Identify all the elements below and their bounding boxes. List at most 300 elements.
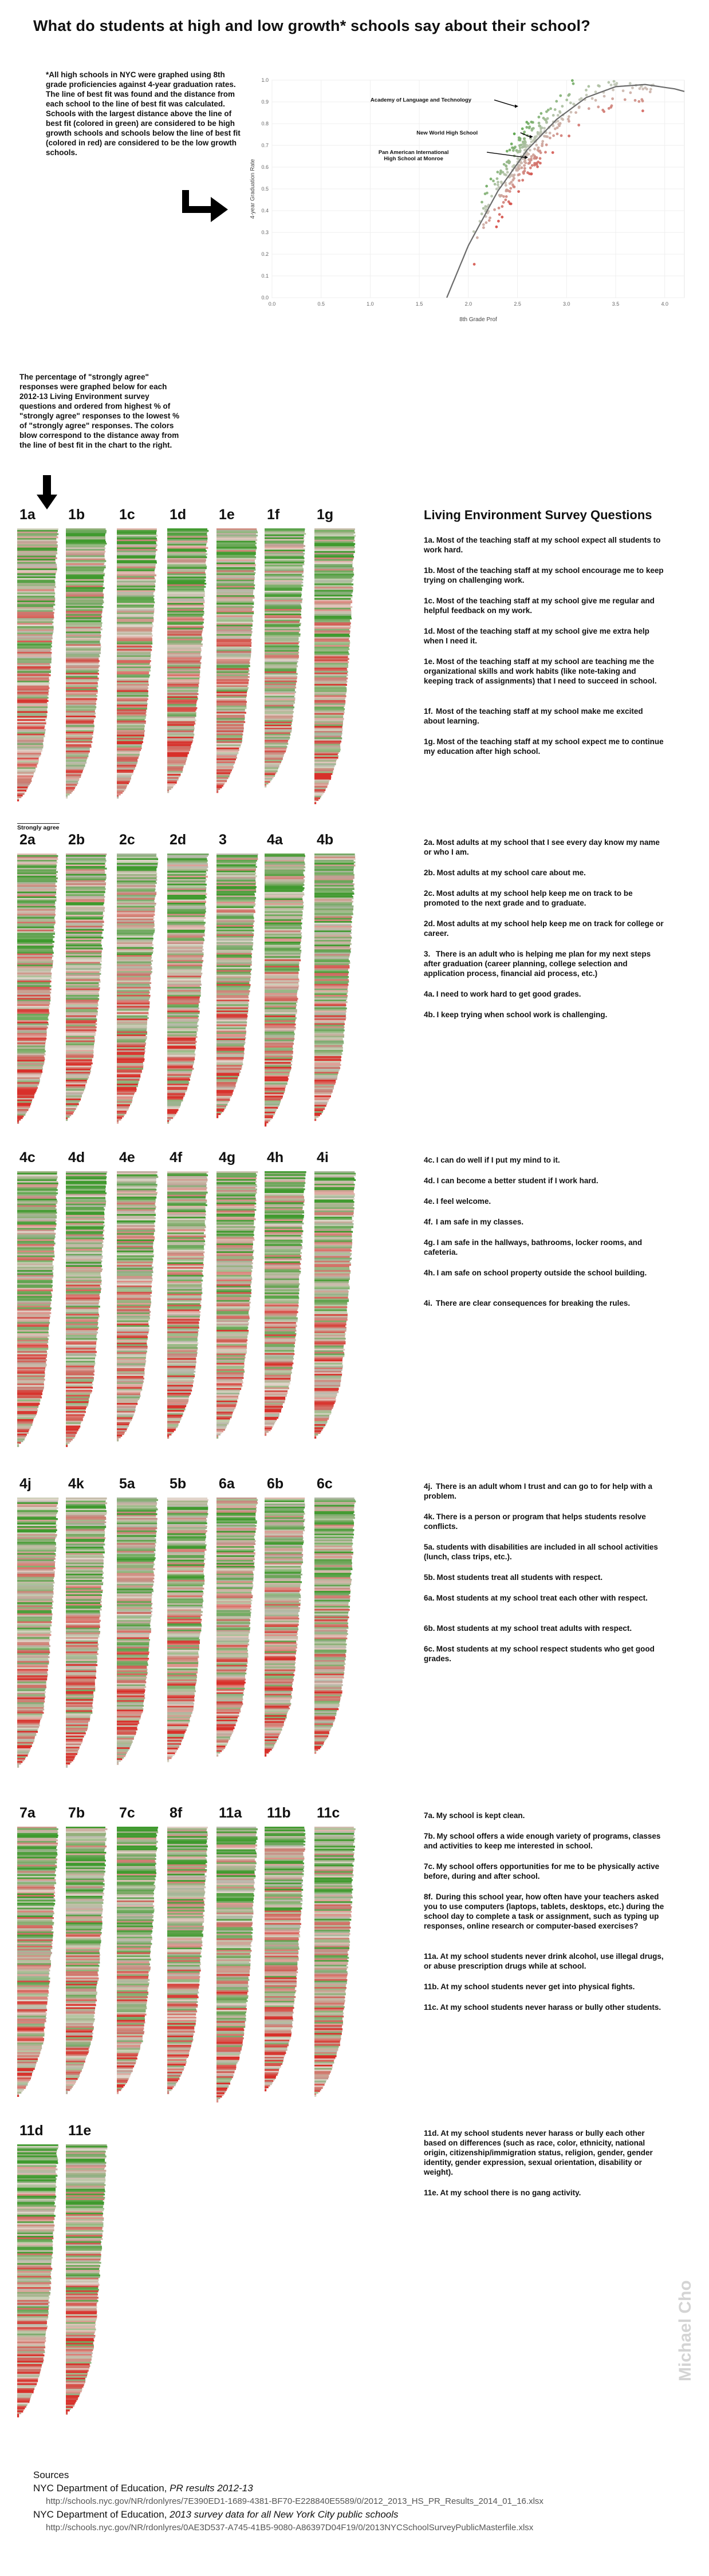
y-tick-label: 0.4	[261, 208, 269, 214]
school-point	[493, 208, 496, 211]
school-point	[523, 169, 526, 172]
school-point	[613, 80, 616, 83]
question-4i	[424, 1298, 664, 1308]
school-point	[557, 114, 560, 117]
column-label-1e: 1e	[219, 507, 235, 523]
school-point	[616, 82, 619, 85]
school-point	[585, 94, 588, 97]
school-point	[495, 226, 498, 228]
question-number: 4c.	[424, 1156, 435, 1164]
y-tick-label: 0.6	[261, 164, 269, 170]
school-point	[527, 158, 530, 161]
school-bar	[66, 1766, 68, 1768]
school-point	[639, 87, 641, 90]
school-point	[629, 92, 632, 94]
column-label-4e: 4e	[119, 1149, 135, 1165]
column-label-4d: 4d	[68, 1149, 85, 1165]
column-label-4a: 4a	[267, 832, 283, 848]
question-2d	[424, 919, 664, 938]
column-label-1f: 1f	[267, 507, 280, 523]
school-point	[503, 173, 506, 176]
strongly-agree-bars-4f	[167, 1171, 213, 1463]
school-point	[541, 143, 544, 145]
school-bar	[17, 1445, 19, 1447]
school-point	[523, 167, 526, 170]
question-4g	[424, 1238, 664, 1257]
school-point	[574, 111, 577, 114]
strongly-agree-bars-6b	[265, 1498, 310, 1789]
school-point	[570, 111, 573, 114]
bent-arrow-icon	[182, 189, 229, 226]
strongly-agree-bars-4b	[314, 854, 360, 1145]
question-1d	[424, 626, 664, 646]
question-4d	[424, 1176, 664, 1186]
x-tick-label: 2.5	[514, 301, 521, 307]
school-point	[597, 105, 600, 108]
question-text: Most adults at my school help keep me on track for college or career.	[424, 919, 664, 938]
down-arrow-icon	[36, 475, 58, 511]
school-point	[609, 106, 612, 109]
school-point	[611, 97, 614, 100]
school-point	[568, 115, 570, 118]
school-point	[517, 190, 520, 193]
school-point	[631, 86, 634, 89]
school-point	[502, 171, 505, 174]
school-bar	[265, 1434, 266, 1436]
x-tick-label: 3.5	[612, 301, 620, 307]
question-number: 4a.	[424, 990, 435, 998]
strongly-agree-bars-6a	[216, 1498, 262, 1789]
school-bar	[265, 785, 266, 787]
school-point	[519, 161, 522, 164]
column-label-5a: 5a	[119, 1476, 135, 1492]
school-point	[591, 97, 594, 100]
school-point	[539, 125, 542, 128]
school-point	[538, 116, 541, 118]
school-point	[518, 164, 521, 167]
scatter-chart	[246, 72, 704, 335]
school-point	[482, 226, 485, 229]
school-point	[497, 184, 499, 187]
school-bar	[167, 1760, 169, 1762]
strongly-agree-bars-2b	[66, 854, 112, 1145]
school-point	[640, 98, 643, 101]
school-point	[531, 164, 534, 167]
school-point	[580, 97, 583, 100]
school-point	[513, 173, 516, 176]
school-point	[634, 99, 637, 102]
question-text: I can do well if I put my mind to it.	[436, 1156, 560, 1164]
question-4e	[424, 1196, 664, 1206]
school-point	[485, 185, 488, 188]
school-point	[488, 219, 491, 222]
question-number: 4h.	[424, 1269, 435, 1277]
y-tick-label: 0.0	[261, 295, 269, 301]
school-point	[506, 171, 509, 174]
y-tick-label: 0.2	[261, 251, 269, 257]
school-point	[518, 144, 521, 147]
school-point	[518, 150, 521, 153]
school-point	[538, 149, 541, 152]
school-point	[537, 131, 539, 134]
y-tick-label: 1.0	[261, 77, 269, 83]
school-point	[594, 90, 597, 93]
question-number: 2d.	[424, 919, 435, 928]
school-point	[572, 82, 575, 85]
school-point	[521, 179, 524, 181]
school-point	[610, 84, 613, 86]
school-point	[534, 156, 537, 159]
question-text: Most adults at my school help keep me on track to be promoted to the next grade and to graduate.	[424, 889, 633, 907]
strongly-agree-bars-4g	[216, 1171, 262, 1463]
school-point	[490, 195, 493, 197]
school-point	[568, 135, 570, 137]
question-text: I need to work hard to get good grades.	[436, 990, 581, 998]
question-text: I feel welcome.	[436, 1197, 491, 1206]
question-4b	[424, 1010, 664, 1020]
y-tick-label: 0.3	[261, 230, 269, 235]
school-point	[588, 107, 590, 110]
school-point	[521, 128, 524, 131]
question-text: I keep trying when school work is challenging.	[436, 1010, 608, 1019]
column-label-4k: 4k	[68, 1476, 84, 1492]
school-point	[505, 168, 508, 171]
school-point	[529, 167, 532, 169]
strongly-agree-bars-1a	[17, 528, 63, 820]
column-label-1a: 1a	[19, 507, 36, 523]
school-point	[523, 164, 526, 167]
question-4c	[424, 1155, 664, 1165]
school-point	[568, 93, 571, 96]
strongly-agree-bars-1b	[66, 528, 112, 820]
school-bar	[216, 1437, 218, 1439]
school-point	[533, 148, 536, 151]
school-bar	[314, 1119, 316, 1121]
school-point	[489, 216, 491, 219]
question-1f	[424, 706, 664, 726]
school-point	[532, 153, 535, 156]
school-point	[649, 88, 652, 91]
strongly-agree-bars-4e	[117, 1171, 163, 1463]
school-bar	[117, 1122, 119, 1124]
y-axis-label: 4-year Graduation Rate	[250, 159, 256, 219]
school-point	[547, 109, 550, 112]
question-1a	[424, 535, 664, 555]
questions-heading: Living Environment Survey Questions	[424, 508, 652, 522]
question-4f	[424, 1217, 664, 1227]
x-tick-label: 4.0	[661, 301, 668, 307]
question-number: 4e.	[424, 1197, 435, 1206]
school-point	[539, 157, 542, 160]
school-point	[514, 145, 517, 148]
school-point	[588, 85, 590, 88]
school-point	[546, 135, 549, 138]
column-label-2c: 2c	[119, 832, 135, 848]
school-point	[494, 183, 497, 185]
question-number: 1g.	[424, 737, 435, 746]
school-point	[539, 127, 542, 130]
school-point	[535, 162, 538, 165]
school-point	[504, 199, 507, 202]
y-tick-label: 0.1	[261, 273, 269, 279]
school-point	[482, 207, 485, 210]
school-point	[641, 88, 644, 90]
school-point	[569, 101, 572, 104]
school-point	[552, 151, 554, 154]
question-number: 2b.	[424, 868, 435, 877]
school-point	[559, 94, 562, 97]
school-point	[505, 195, 508, 198]
strongly-agree-bars-4j	[17, 1498, 63, 1789]
column-label-4i: 4i	[317, 1149, 329, 1165]
school-point	[644, 86, 647, 89]
school-bar	[17, 1122, 19, 1124]
school-point	[567, 118, 570, 121]
school-point	[511, 165, 514, 168]
school-point	[473, 263, 476, 266]
school-point	[523, 144, 526, 147]
school-point	[608, 81, 610, 84]
school-bar	[117, 1440, 119, 1441]
school-point	[510, 203, 513, 206]
school-point	[528, 127, 531, 129]
school-point	[556, 127, 559, 129]
school-point	[523, 160, 526, 163]
school-point	[535, 135, 538, 138]
school-point	[554, 108, 557, 111]
school-bar	[216, 1755, 218, 1756]
school-bar	[66, 797, 68, 799]
column-label-1b: 1b	[68, 507, 85, 523]
school-point	[527, 123, 530, 125]
school-point	[541, 140, 544, 143]
strongly-agree-bars-4d	[66, 1171, 112, 1463]
question-1c	[424, 596, 664, 615]
school-point	[505, 184, 507, 187]
school-point	[545, 144, 548, 147]
question-1g	[424, 737, 664, 756]
school-bar	[314, 1437, 316, 1439]
school-bar	[314, 802, 316, 804]
question-number: 2c.	[424, 889, 435, 898]
annotation-label: New World High School	[416, 129, 478, 136]
school-point	[521, 167, 523, 169]
question-4a	[424, 989, 664, 999]
school-point	[603, 95, 606, 98]
school-point	[624, 98, 627, 101]
question-number: 4f.	[424, 1218, 433, 1226]
school-point	[485, 222, 488, 224]
intro-text: The percentage of "strongly agree" responses were graphed below for each 2012-13 Living Environment survey questions and ordered from highest % of "strongly agree" responses to the lowest % of "strongly agree" responses. The colors blow correspond to the distance away from the line of best fit in the chart to the right.	[19, 373, 180, 449]
school-point	[482, 223, 485, 226]
x-tick-label: 1.0	[367, 301, 374, 307]
strongly-agree-bars-4h	[265, 1171, 310, 1463]
question-text: Most adults at my school care about me.	[436, 868, 586, 877]
school-point	[641, 109, 644, 112]
school-point	[558, 124, 561, 127]
school-bar	[216, 791, 218, 793]
strongly-agree-bars-3	[216, 854, 262, 1145]
school-point	[502, 201, 505, 204]
school-point	[649, 90, 652, 93]
question-number: 1a.	[424, 536, 435, 544]
y-tick-label: 0.5	[261, 186, 269, 192]
school-point	[533, 164, 536, 167]
question-number: 1e.	[424, 657, 435, 666]
school-point	[512, 149, 515, 152]
school-point	[497, 181, 499, 184]
strongly-agree-bars-1e	[216, 528, 262, 820]
school-point	[500, 194, 503, 197]
school-point	[532, 127, 535, 130]
school-point	[540, 112, 543, 115]
strongly-agree-bars-1g	[314, 528, 360, 820]
column-label-2b: 2b	[68, 832, 85, 848]
school-point	[558, 110, 561, 113]
school-point	[557, 120, 560, 123]
school-point	[509, 187, 512, 190]
school-point	[512, 185, 515, 188]
question-4h	[424, 1268, 664, 1278]
question-text: Most of the teaching staff at my school give me extra help when I need it.	[424, 627, 649, 645]
column-label-2d: 2d	[170, 832, 187, 848]
school-point	[578, 106, 581, 109]
annotation-label: Pan American International	[378, 149, 449, 156]
x-tick-label: 3.0	[563, 301, 570, 307]
school-bar	[117, 1763, 119, 1765]
school-point	[539, 162, 542, 165]
strongly-agree-bars-2d	[167, 854, 213, 1145]
school-point	[555, 100, 558, 103]
school-point	[622, 89, 625, 92]
question-text: I am safe in the hallways, bathrooms, locker rooms, and cafeteria.	[424, 1238, 643, 1257]
column-label-6b: 6b	[267, 1476, 284, 1492]
school-point	[612, 89, 615, 92]
school-bar	[167, 791, 169, 793]
page-title: What do students at high and low growth* schools say about their school?	[33, 17, 590, 34]
question-2c	[424, 888, 664, 908]
school-bar	[117, 797, 119, 799]
question-number: 3.	[424, 950, 431, 958]
school-point	[552, 114, 555, 117]
school-bar	[66, 1445, 68, 1447]
school-point	[629, 82, 632, 85]
school-point	[506, 150, 509, 153]
question-number: 4b.	[424, 1010, 435, 1019]
strongly-agree-bars-1d	[167, 528, 213, 820]
school-point	[518, 168, 521, 171]
school-point	[597, 84, 600, 87]
question-text: I am safe in my classes.	[436, 1218, 524, 1226]
question-number: 4g.	[424, 1238, 435, 1247]
school-point	[501, 205, 504, 208]
x-tick-label: 0.0	[268, 301, 276, 307]
school-point	[560, 135, 563, 137]
school-bar	[167, 1437, 169, 1439]
question-number: 1d.	[424, 627, 435, 635]
strongly-agree-bars-4i	[314, 1171, 360, 1463]
strongly-agree-bars-2c	[117, 854, 163, 1145]
school-point	[503, 163, 506, 166]
school-point	[529, 161, 531, 164]
school-point	[506, 188, 509, 191]
school-point	[519, 139, 522, 141]
school-point	[480, 212, 483, 215]
question-text: There are clear consequences for breaking the rules.	[436, 1299, 631, 1307]
column-label-4b: 4b	[317, 832, 334, 848]
school-point	[501, 216, 503, 219]
annotation-label: Academy of Language and Technology	[370, 97, 472, 104]
strongly-agree-bars-1f	[265, 528, 310, 820]
strongly-agree-bars-4c	[17, 1171, 63, 1463]
school-point	[510, 173, 513, 176]
school-point	[525, 126, 528, 129]
x-tick-label: 0.5	[317, 301, 325, 307]
school-point	[511, 147, 514, 149]
school-point	[535, 144, 538, 147]
school-point	[549, 132, 552, 135]
question-2b	[424, 868, 664, 878]
column-label-4h: 4h	[267, 1149, 284, 1165]
question-number: 1b.	[424, 566, 435, 575]
x-axis-label: 8th Grade Prof	[459, 317, 497, 323]
question-1e	[424, 657, 664, 686]
school-point	[498, 207, 501, 210]
school-point	[565, 98, 568, 101]
school-point	[538, 122, 541, 125]
strongly-agree-bars-1c	[117, 528, 163, 820]
question-2a	[424, 837, 664, 857]
strongly-agree-bars-4k	[66, 1498, 112, 1789]
school-bar	[167, 1122, 169, 1124]
question-text: Most of the teaching staff at my school give me regular and helpful feedback on my work.	[424, 596, 655, 615]
column-label-1c: 1c	[119, 507, 135, 523]
question-text: Most of the teaching staff at my school are teaching me the organizational skills and work habits (like note-taking and keeping track of assignments) that I need to succeed in school.	[424, 657, 657, 685]
school-point	[476, 236, 479, 239]
school-point	[506, 161, 509, 164]
annotation-label: High School at Monroe	[384, 155, 443, 162]
question-text: Most adults at my school that I see every day know my name or who I am.	[424, 838, 660, 856]
school-point	[602, 110, 605, 113]
x-tick-label: 1.5	[415, 301, 423, 307]
question-text: Most of the teaching staff at my school make me excited about learning.	[424, 707, 643, 725]
school-bar	[17, 799, 19, 801]
school-point	[552, 135, 555, 137]
strongly-agree-bars-4a	[265, 854, 310, 1145]
school-point	[543, 135, 546, 138]
question-number: 4d.	[424, 1176, 435, 1185]
school-point	[518, 173, 521, 176]
school-point	[561, 118, 564, 121]
question-number: 4i.	[424, 1299, 433, 1307]
school-point	[530, 121, 533, 124]
school-point	[543, 118, 546, 121]
school-point	[543, 127, 546, 130]
school-point	[497, 171, 499, 173]
school-point	[492, 180, 495, 183]
school-point	[523, 137, 526, 140]
question-3	[424, 949, 664, 978]
school-point	[585, 89, 588, 92]
column-label-3: 3	[219, 832, 227, 848]
school-point	[526, 171, 529, 174]
strongly-agree-bars-5a	[117, 1498, 163, 1789]
strongly-agree-label: Strongly agree	[17, 824, 60, 831]
column-label-1g: 1g	[317, 507, 334, 523]
school-bar	[265, 1124, 266, 1126]
y-tick-label: 0.9	[261, 99, 269, 105]
school-point	[497, 220, 500, 223]
